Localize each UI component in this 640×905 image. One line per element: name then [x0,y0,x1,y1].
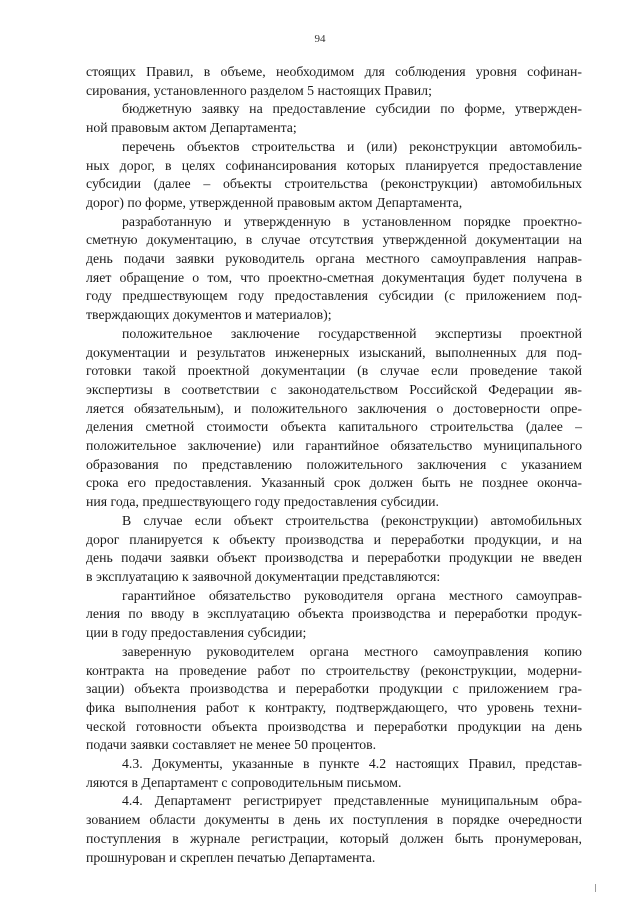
text-line: подачи заявки составляет не менее 50 процентов. [86,737,377,753]
paragraph [86,587,582,643]
paragraph [86,100,582,137]
text-line: ции в году предоставления субсидии; [86,625,307,641]
text-line: срока его предоставления. Указанный срок должен быть не позднее оконча- [86,475,582,491]
text-line: разработанную и утвержденную в установленном порядке проектно- [122,213,582,229]
text-line: дорог) по форме, утвержденной правовым актом Департамента, [86,194,463,210]
text-line: году предшествующем году предоставления субсидии (с приложением под- [86,288,582,304]
scan-margin-mark [595,884,596,892]
text-line: ляется обязательным), и положительного заключения о достоверности опре- [86,400,582,416]
text-line: зации) объекта производства и переработки продукции с приложением гра- [86,681,582,697]
text-line: образования по представлению положительного заключения с указанием [86,456,582,472]
paragraph [86,792,582,867]
text-line: гарантийное обязательство руководителя органа местного самоуправ- [122,587,582,603]
text-line: ных дорог, в целях софинансирования которых планируется предоставление [86,157,582,173]
text-line: экспертизы в соответствии с законодательством Российской Федерации яв- [86,381,582,397]
text-line: перечень объектов строительства и (или) реконструкции автомобиль- [122,138,582,154]
document-body [86,63,582,867]
text-line: день подачи заявки объект производства и переработки продукции не введен [86,550,582,566]
text-line: в эксплуатацию к заявочной документации представляются: [86,568,441,584]
text-line: деления сметной стоимости объекта капитального строительства (далее – [86,419,582,435]
text-line: контракта на проведение работ по строительству (реконструкции, модерни- [86,662,582,678]
paragraph [86,213,582,325]
paragraph [86,755,582,792]
text-line: стоящих Правил, в объеме, необходимом для соблюдения уровня софинан- [86,64,582,79]
paragraph [86,325,582,512]
text-line: сирования, установленного разделом 5 настоящих Правил; [86,82,432,98]
text-line: ческой готовности объекта производства и переработки продукции на день [86,718,582,734]
text-line: дорог планируется к объекту производства и переработки продукции, и на [86,531,582,547]
text-line: 4.4. Департамент регистрирует представленные муниципальным обра- [122,793,582,809]
text-line: В случае если объект строительства (реконструкции) автомобильных [122,512,582,528]
text-line: положительное заключение государственной экспертизы проектной [122,325,582,341]
text-line: заверенную руководителем органа местного самоуправления копию [122,643,582,659]
paragraph [86,643,582,755]
page-number: 94 [314,33,326,45]
text-line: сметную документацию, в случае отсутствия утвержденной документации на [86,232,582,248]
paragraph [86,138,582,213]
text-line: ления по вводу в эксплуатацию объекта производства и переработки продук- [86,606,582,622]
text-line: фика выполнения работ к контракту, подтверждающего, что уровень техни- [86,699,582,715]
text-line: ния года, предшествующего году предоставления субсидии. [86,494,440,510]
text-line: положительное заключение) или гарантийное обязательство муниципального [86,438,582,454]
text-line: зованием области документы в день их поступления в порядке очередности [86,812,582,828]
paragraph [86,63,582,100]
text-line: готовки такой проектной документации (в случае если проведение такой [86,363,582,379]
text-line: ляет обращение о том, что проектно-сметная документация будет получена в [86,269,582,285]
text-line: ной правовым актом Департамента; [86,120,297,136]
text-line: документации и результатов инженерных изысканий, выполненных для под- [86,344,582,360]
text-line: 4.3. Документы, указанные в пункте 4.2 настоящих Правил, представ- [122,756,582,772]
text-line: прошнурован и скреплен печатью Департамента. [86,849,376,865]
text-line: ляются в Департамент с сопроводительным письмом. [86,774,402,790]
text-line: поступления в журнале регистрации, который должен быть пронумерован, [86,830,582,846]
text-line: тверждающих документов и материалов); [86,307,332,323]
text-line: субсидии (далее – объекты строительства (реконструкции) автомобильных [86,176,582,192]
text-line: бюджетную заявку на предоставление субсидии по форме, утвержден- [122,101,582,117]
text-line: день подачи заявки руководитель органа местного самоуправления направ- [86,251,582,267]
paragraph [86,512,582,587]
